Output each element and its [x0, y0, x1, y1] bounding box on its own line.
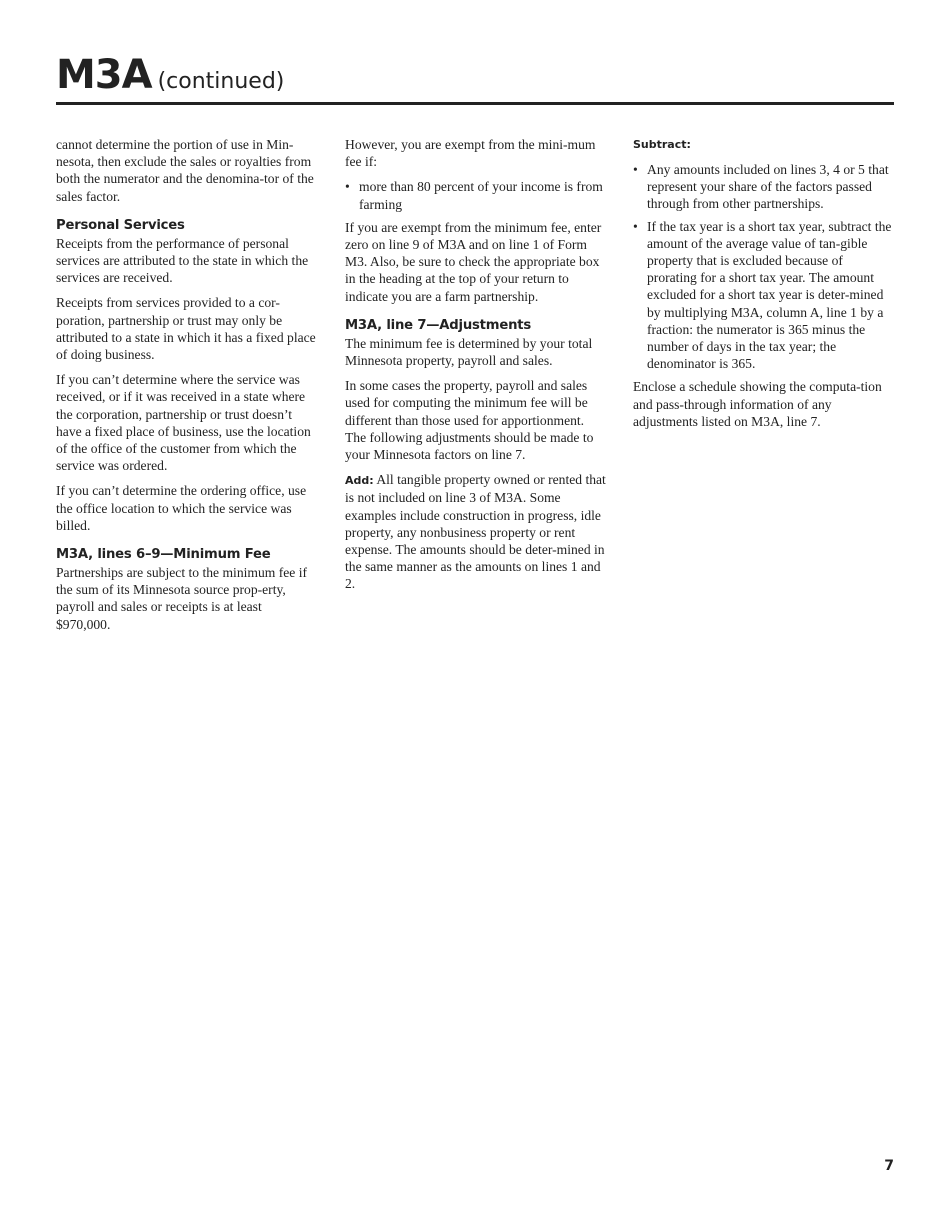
paragraph: Receipts from services provided to a cor-poration, partnership or trust may only be attributed to a state in which it has a fixed place of doing business. [56, 295, 316, 363]
page-header [56, 52, 894, 105]
subtract-label: Subtract: [633, 138, 691, 151]
paragraph-add [345, 471, 607, 592]
exempt-list [345, 178, 607, 212]
heading-adjustments: M3A, line 7—Adjustments [345, 317, 532, 333]
page-subtitle: (continued) [157, 69, 285, 94]
paragraph: Receipts from the performance of personal services are attributed to the state in which the services are received. [56, 235, 309, 286]
column-3 [633, 136, 895, 438]
paragraph: If you can’t determine the ordering office, use the office location to which the service was billed. [56, 483, 307, 533]
add-text: All tangible property owned or rented that is not included on line 3 of M3A. Some examples include construction in progress, idle property, any nonbusiness property or rent expense. The amounts should be deter-mined in the same manner as the amounts on lines 1 and 2. [345, 472, 606, 592]
subtract-list [633, 161, 895, 372]
page-title: M3A [56, 52, 152, 98]
heading-minimum-fee: M3A, lines 6–9—Minimum Fee [56, 547, 271, 563]
paragraph: The minimum fee is determined by your total Minnesota property, payroll and sales. [345, 335, 593, 369]
paragraph: If you can’t determine where the service was received, or if it was received in a state where the corporation, partnership or trust doesn’t have a fixed place of business, use the location of the office of the customer from which the service was ordered. [56, 372, 311, 474]
paragraph: In some cases the property, payroll and sales used for computing the minimum fee will be different than those used for apportionment. The following adjustments should be made to your Minnesota factors on line 7. [345, 378, 594, 463]
paragraph-intro: cannot determine the portion of use in Min-nesota, then exclude the sales or royalties from both the numerator and the denomina-tor of the sales factor. [56, 137, 314, 204]
page-number: 7 [884, 1158, 894, 1174]
heading-personal-services: Personal Services [56, 217, 185, 233]
list-item: • If the tax year is a short tax year, subtract the amount of the average value of tan-gible property that is excluded because of prorating for a short tax year. The amount excluded for a short tax year is deter-mined by multiplying M3A, column A, line 1 by a fraction: the numerator is 365 minus the number of days in the tax year; the denominator is 365. [633, 218, 895, 373]
paragraph-enclose: Enclose a schedule showing the computa-tion and pass-through information of any adjustments listed on M3A, line 7. [633, 379, 882, 429]
list-item: • more than 80 percent of your income is from farming [345, 178, 607, 212]
column-2 [345, 136, 607, 601]
add-label: Add: [345, 474, 374, 488]
column-1 [56, 136, 318, 641]
paragraph: If you are exempt from the minimum fee, enter zero on line 9 of M3A and on line 1 of Form M3. Also, be sure to check the appropriate box in the heading at the top of your return to indicate you are a farm partnership. [345, 219, 602, 304]
paragraph: Partnerships are subject to the minimum fee if the sum of its Minnesota source prop-erty, payroll and sales or receipts is at least $970,000. [56, 565, 308, 632]
paragraph-exempt: However, you are exempt from the mini-mum fee if: [345, 137, 596, 170]
list-item: • Any amounts included on lines 3, 4 or 5 that represent your share of the factors passed through from other partnerships. [633, 161, 895, 213]
